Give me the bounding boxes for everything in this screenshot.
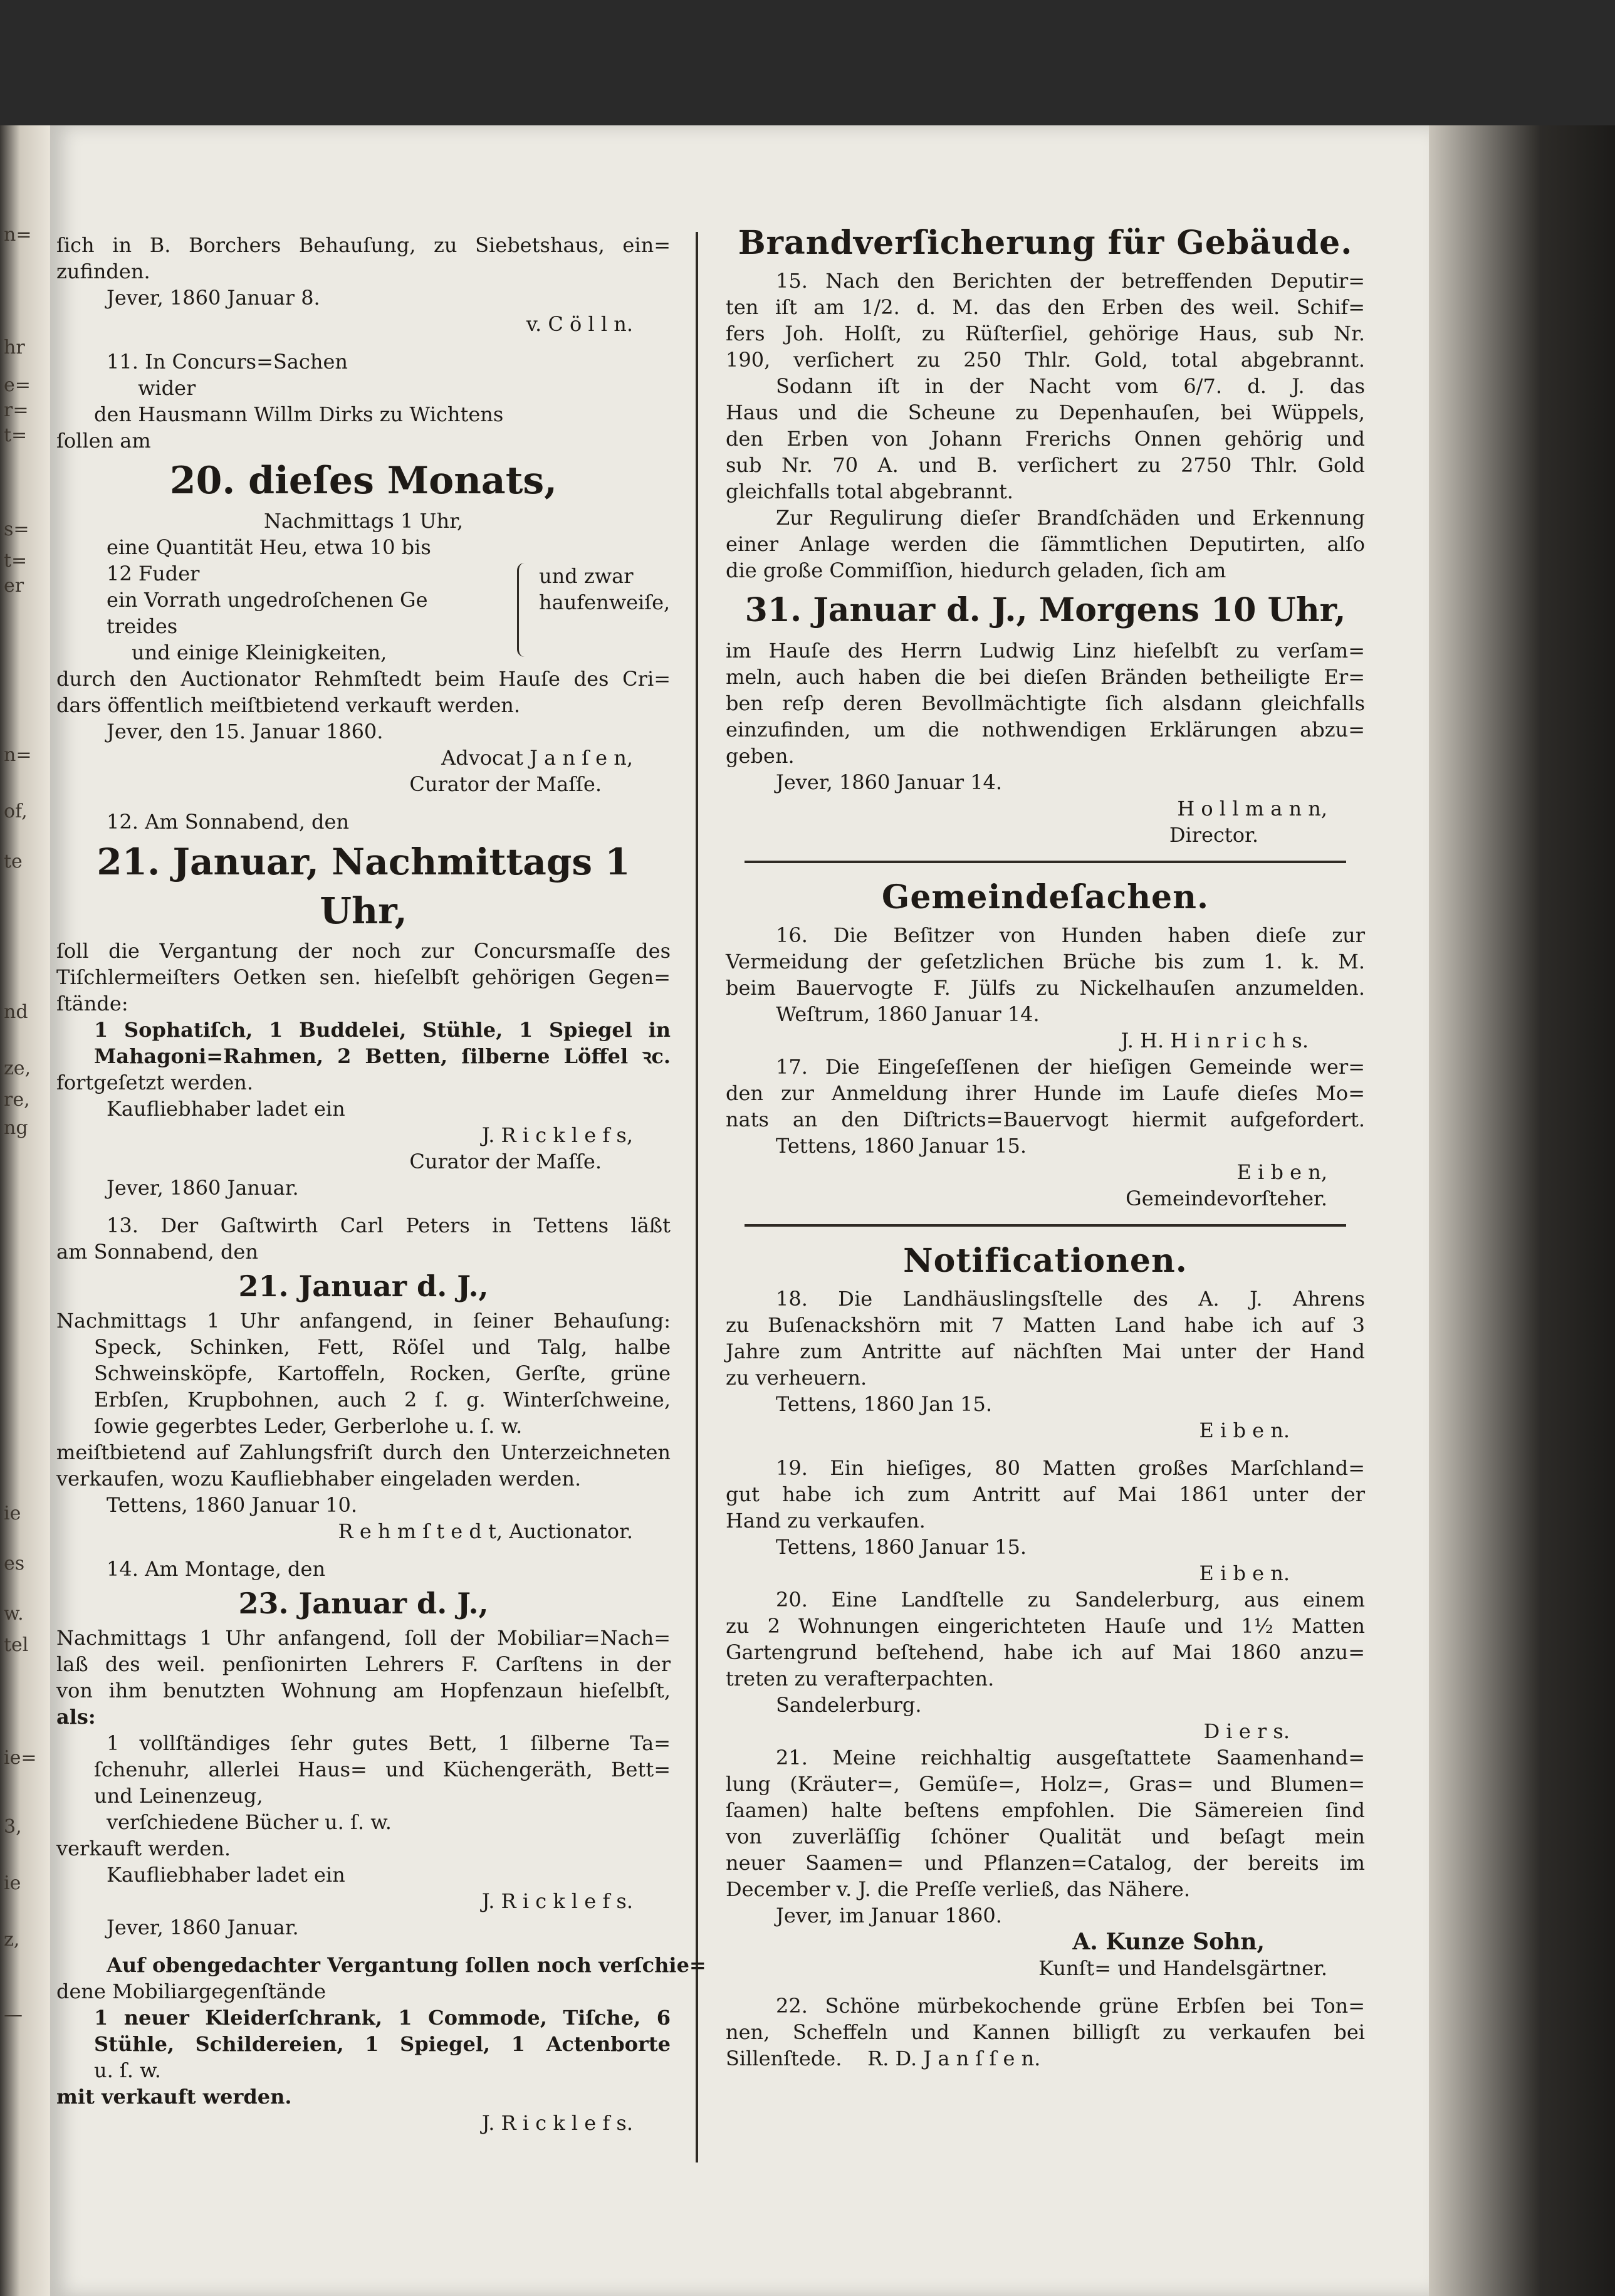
bleed-fragment: ie: [4, 1872, 21, 1894]
text-line: einzufinden, um die nothwendigen Erklärungen abzu=: [726, 718, 1365, 742]
signature: D i e r s.: [1203, 1719, 1290, 1743]
section-heading-municipal-affairs: Gemeindeſachen.: [881, 878, 1210, 916]
signature-title: Gemeindevorſteher.: [1126, 1187, 1327, 1210]
text-line: Jever, 1860 Januar 8.: [107, 286, 320, 310]
bleed-fragment: 3,: [4, 1816, 22, 1838]
text-line: Sillenſtede. R. D. J a n ſ ſ e n.: [726, 2047, 1041, 2070]
text-line: Tiſchlermeiſters Oetken sen. hieſelbſt gehörigen Gegen=: [56, 965, 671, 989]
signature: H o l l m a n n,: [1177, 797, 1327, 820]
text-line: mit verkauft werden.: [56, 2085, 292, 2109]
text-line: ſchenuhr, allerlei Haus= und Küchengeräth, Bett=: [94, 1758, 671, 1781]
notice-15: [726, 268, 1365, 848]
signature: E i b e n.: [1199, 1418, 1290, 1442]
left-page-bleed: [0, 125, 50, 2296]
text-line: Tettens, 1860 Januar 15.: [776, 1535, 1027, 1559]
bleed-fragment: te: [4, 851, 23, 873]
text-line: durch den Auctionator Rehmſtedt beim Hauſe des Cri=: [56, 667, 671, 691]
text-line: treides: [107, 614, 178, 638]
notice-16: [726, 922, 1365, 1054]
bleed-fragment: w.: [4, 1603, 24, 1625]
bleed-fragment: re,: [4, 1089, 30, 1111]
text-line: zu Buſenackshörn mit 7 Matten Land habe ich auf 3: [726, 1313, 1365, 1337]
text-line: haufenweiſe,: [539, 590, 671, 614]
text-line: fortgeſetzt werden.: [56, 1071, 254, 1094]
text-line: Hand zu verkaufen.: [726, 1509, 926, 1533]
right-column: [726, 216, 1365, 2072]
bleed-fragment: n=: [4, 224, 32, 246]
text-line: meiſtbietend auf Zahlungsfriſt durch den Unterzeichneten: [56, 1440, 671, 1464]
signature: v. C ö l l n.: [526, 312, 633, 336]
text-line: dene Mobiliargegenſtände: [56, 1979, 326, 2003]
text-line: wider: [138, 376, 196, 400]
text-line: 20. Eine Landſtelle zu Sandelerburg, aus einem: [776, 1588, 1365, 1612]
text-line: neuer Saamen= und Pflanzen=Catalog, der bereits im: [726, 1851, 1365, 1875]
text-line: beim Bauervogte F. Jülfs zu Nickelhauſen anzumelden.: [726, 976, 1365, 1000]
section-heading-fire-insurance: Brandverſicherung für Gebäude.: [738, 224, 1353, 262]
notice-17: [726, 1054, 1365, 1212]
section-heading-notifications: Notificationen.: [903, 1242, 1188, 1280]
text-line: den Hausmann Willm Dirks zu Wichtens: [94, 402, 504, 426]
text-line: 190, verſichert zu 250 Thlr. Gold, total abgebrannt.: [726, 348, 1365, 372]
column-divider: [696, 232, 698, 2162]
bleed-fragment: t=: [4, 424, 28, 446]
text-line: 13. Der Gaſtwirth Carl Peters in Tettens läßt: [107, 1214, 671, 1237]
text-line: einer Anlage werden die ſämmtlichen Deputirten, alſo: [726, 532, 1365, 556]
text-line: von zuverläſſig ſchöner Qualität und beſagt mein: [726, 1825, 1365, 1848]
text-line: die große Commiſſion, hiedurch geladen, ſich am: [726, 558, 1226, 582]
bleed-fragment: ze,: [4, 1057, 31, 1079]
text-line: nats an den Diſtricts=Bauervogt hiermit aufgefordert.: [726, 1108, 1365, 1131]
text-line: Mahagoni=Rahmen, 2 Betten, ſilberne Löffel ꝛc.: [94, 1044, 671, 1068]
bleed-fragment: es: [4, 1553, 25, 1575]
auction-date: 20. dieſes Monats,: [169, 459, 558, 503]
text-line: Jever, im Januar 1860.: [776, 1904, 1002, 1927]
text-line: Sodann iſt in der Nacht vom 6/7. d. J. das: [776, 374, 1365, 398]
text-line: meln, auch haben die bei dieſen Bränden betheiligte Er=: [726, 665, 1365, 689]
text-line: gut habe ich zum Antritt auf Mai 1861 unter der: [726, 1482, 1365, 1506]
text-line: 16. Die Beſitzer von Hunden haben dieſe zur: [776, 923, 1365, 947]
notice-20: [726, 1586, 1365, 1744]
section-rule: [745, 1224, 1346, 1227]
text-line: 11. In Concurs=Sachen: [107, 350, 348, 374]
text-line: verſchiedene Bücher u. ſ. w.: [107, 1810, 392, 1834]
text-line: den Erben von Johann Frerichs Onnen gehörig und: [726, 427, 1365, 451]
text-line: Jever, 1860 Januar 14.: [776, 770, 1003, 794]
text-line: dars öffentlich meiſtbietend verkauft werden.: [56, 693, 521, 717]
text-line: ſtände:: [56, 992, 128, 1015]
signature: R e h m ſ t e d t, Auctionator.: [338, 1519, 633, 1543]
text-line: 17. Die Eingeſeſſenen der hieſigen Gemeinde wer=: [776, 1055, 1365, 1079]
bleed-fragment: n=: [4, 744, 32, 766]
text-line: verkauft werden.: [56, 1837, 231, 1860]
text-line: 18. Die Landhäuslingsſtelle des A. J. Ahrens: [776, 1287, 1365, 1311]
text-line: den zur Anmeldung ihrer Hunde im Laufe dieſes Mo=: [726, 1081, 1365, 1105]
text-line: 12. Am Sonnabend, den: [107, 810, 350, 834]
text-line: Jahre zum Antritte auf nächſten Mai unter der Hand: [726, 1339, 1365, 1363]
text-line: Vermeidung der geſetzlichen Brüche bis zum 1. k. M.: [726, 950, 1365, 973]
text-line: 1 neuer Kleiderſchrank, 1 Commode, Tiſche, 6: [94, 2006, 671, 2030]
text-line: zu 2 Wohnungen eingerichteten Hauſe und 1½ Matten: [726, 1614, 1365, 1638]
signature-title: Director.: [1169, 823, 1258, 847]
notice-22: [726, 1993, 1365, 2072]
notice-21: [726, 1744, 1365, 1981]
text-line: Tettens, 1860 Januar 15.: [776, 1134, 1027, 1158]
text-line: nen, Scheffeln und Kannen billigſt zu verkaufen bei: [726, 2020, 1365, 2044]
bleed-fragment: er: [4, 575, 24, 597]
text-line: Speck, Schinken, Fett, Röſel und Talg, halbe: [94, 1335, 671, 1359]
notice-12: [56, 809, 671, 1201]
text-line: am Sonnabend, den: [56, 1240, 258, 1264]
text-line: Gartengrund beſtehend, habe ich auf Mai 1860 anzu=: [726, 1640, 1365, 1664]
brace-note: [539, 563, 670, 616]
bleed-fragment: z,: [4, 1929, 20, 1951]
text-line: Erbſen, Krupbohnen, auch 2 ſ. g. Winterſchweine,: [94, 1388, 671, 1412]
text-line: ten iſt am 1/2. d. M. das den Erben des weil. Schif=: [726, 295, 1365, 319]
text-line: geben.: [726, 744, 795, 768]
text-line: Weſtrum, 1860 Januar 14.: [776, 1002, 1040, 1026]
text-line: 12 Fuder: [107, 562, 200, 585]
text-line: Sandelerburg.: [776, 1693, 922, 1717]
auction-date: 21. Januar d. J.,: [238, 1269, 489, 1303]
text-line: ſich in B. Borchers Behauſung, zu Siebetshaus, ein=: [56, 233, 671, 257]
text-line: gleichfalls total abgebrannt.: [726, 480, 1013, 503]
signature-title: Kunſt= und Handelsgärtner.: [1038, 1956, 1327, 1980]
text-line: laß des weil. penſionirten Lehrers F. Carſtens in der: [56, 1652, 671, 1676]
text-line: 14. Am Montage, den: [107, 1557, 326, 1581]
text-line: Jever, den 15. Januar 1860.: [107, 720, 384, 743]
text-line: Kaufliebhaber ladet ein: [107, 1097, 345, 1121]
bleed-fragment: ie=: [4, 1747, 37, 1769]
text-line: von ihm benutzten Wohnung am Hopfenzaun hieſelbſt,: [56, 1679, 671, 1702]
text-line: Tettens, 1860 Januar 10.: [107, 1493, 357, 1517]
text-line: lung (Kräuter=, Gemüſe=, Holz=, Gras= und Blumen=: [726, 1772, 1365, 1796]
text-line: 15. Nach den Berichten der betreffenden Deputir=: [776, 269, 1365, 293]
text-line: Auf obengedachter Vergantung ſollen noch verſchie=: [107, 1953, 706, 1977]
text-line: eine Quantität Heu, etwa 10 bis: [107, 535, 431, 559]
text-line: Tettens, 1860 Jan 15.: [776, 1392, 993, 1416]
bleed-fragment: ie: [4, 1502, 21, 1524]
text-line: zufinden.: [56, 259, 150, 283]
text-line: 1 vollſtändiges ſehr gutes Bett, 1 ſilberne Ta=: [107, 1731, 671, 1755]
bleed-fragment: s=: [4, 518, 29, 540]
text-line: Nachmittags 1 Uhr,: [263, 509, 464, 533]
notice-10-tail: [56, 232, 671, 337]
notice-13: [56, 1212, 671, 1544]
text-line: 19. Ein hieſiges, 80 Matten großes Marſchland=: [776, 1456, 1365, 1480]
signature: Advocat J a n ſ e n,: [441, 746, 633, 770]
signature: E i b e n,: [1236, 1160, 1327, 1184]
text-line: December v. J. die Preſſe verließ, das Nähere.: [726, 1877, 1191, 1901]
signature: J. R i c k l e f s.: [481, 2111, 633, 2135]
text-line: als:: [56, 1705, 96, 1729]
signature: J. R i c k l e f s.: [481, 1889, 633, 1913]
bleed-fragment: r=: [4, 399, 29, 421]
bleed-fragment: nd: [4, 1001, 28, 1023]
goods-list: [56, 534, 671, 639]
text-line: Kaufliebhaber ladet ein: [107, 1863, 345, 1887]
text-line: im Hauſe des Herrn Ludwig Linz hieſelbſt zu verſam=: [726, 639, 1365, 663]
text-line: Haus und die Scheune zu Depenhauſen, bei Wüppels,: [726, 401, 1365, 424]
text-line: Zur Regulirung dieſer Brandſchäden und Erkennung: [776, 506, 1365, 530]
bleed-fragment: tel: [4, 1634, 29, 1656]
notice-11: [56, 349, 671, 797]
signature: A. Kunze Sohn,: [1072, 1929, 1265, 1955]
notice-18: [726, 1286, 1365, 1444]
text-line: ſaamen) halte beſtens empfohlen. Die Sämereien ſind: [726, 1798, 1365, 1822]
signature-title: Curator der Maſſe.: [409, 1150, 602, 1173]
text-line: ſollen am: [56, 429, 151, 453]
text-line: zu verheuern.: [726, 1366, 867, 1390]
left-column: [56, 232, 706, 2136]
auction-date: 21. Januar, Nachmittags 1 Uhr,: [97, 841, 630, 932]
text-line: und einige Kleinigkeiten,: [132, 641, 387, 664]
text-line: ein Vorrath ungedroſchenen Ge: [107, 588, 428, 612]
meeting-date: 31. Januar d. J., Morgens 10 Uhr,: [745, 591, 1346, 629]
signature: J. H. H i n r i c h s.: [1121, 1029, 1309, 1052]
text-line: 1 Sophatiſch, 1 Buddelei, Stühle, 1 Spiegel in: [94, 1018, 671, 1042]
signature-title: Curator der Maſſe.: [409, 772, 602, 796]
brace-mark: [517, 563, 531, 657]
notice-19: [726, 1455, 1365, 1586]
bleed-fragment: of,: [4, 800, 28, 822]
text-line: u. ſ. w.: [94, 2058, 161, 2082]
text-line: Schweinsköpfe, Kartoffeln, Rocken, Gerſte, grüne: [94, 1361, 671, 1385]
newspaper-page: [50, 125, 1429, 2296]
text-line: Stühle, Schildereien, 1 Spiegel, 1 Actenborte: [94, 2032, 671, 2056]
text-line: Jever, 1860 Januar.: [107, 1916, 299, 1939]
page-edge-shadow: [1429, 125, 1615, 2296]
text-line: sub Nr. 70 A. und B. verſichert zu 2750 Thlr. Gold: [726, 453, 1365, 477]
notice-14: [56, 1556, 706, 2136]
signature: J. R i c k l e f s,: [481, 1123, 633, 1147]
bleed-fragment: e=: [4, 374, 31, 396]
bleed-fragment: —: [4, 2004, 23, 2026]
section-rule: [745, 861, 1346, 863]
text-line: fers Joh. Holſt, zu Rüſterſiel, gehörige Haus, sub Nr.: [726, 322, 1365, 345]
signature: E i b e n.: [1199, 1561, 1290, 1585]
text-line: und Leinenzeug,: [94, 1784, 263, 1808]
text-line: ben reſp deren Bevollmächtigte ſich alsdann gleichfalls: [726, 691, 1365, 715]
text-line: Nachmittags 1 Uhr anfangend, in ſeiner Behauſung:: [56, 1309, 671, 1333]
bleed-fragment: hr: [4, 337, 25, 359]
text-line: Jever, 1860 Januar.: [107, 1176, 299, 1200]
text-line: verkaufen, wozu Kaufliebhaber eingeladen werden.: [56, 1467, 582, 1491]
text-line: 21. Meine reichhaltig ausgeſtattete Saamenhand=: [776, 1746, 1365, 1769]
auction-date: 23. Januar d. J.,: [238, 1586, 489, 1620]
bleed-fragment: ng: [4, 1117, 28, 1139]
text-line: treten zu verafterpachten.: [726, 1667, 995, 1691]
text-line: und zwar: [539, 564, 634, 588]
text-line: Nachmittags 1 Uhr anfangend, ſoll der Mobiliar=Nach=: [56, 1626, 671, 1650]
text-line: ſowie gegerbtes Leder, Gerberlohe u. ſ. w.: [94, 1414, 523, 1438]
text-line: ſoll die Vergantung der noch zur Concursmaſſe des: [56, 939, 671, 963]
bleed-fragment: t=: [4, 550, 28, 572]
text-line: 22. Schöne mürbekochende grüne Erbſen bei Ton=: [776, 1994, 1365, 2018]
